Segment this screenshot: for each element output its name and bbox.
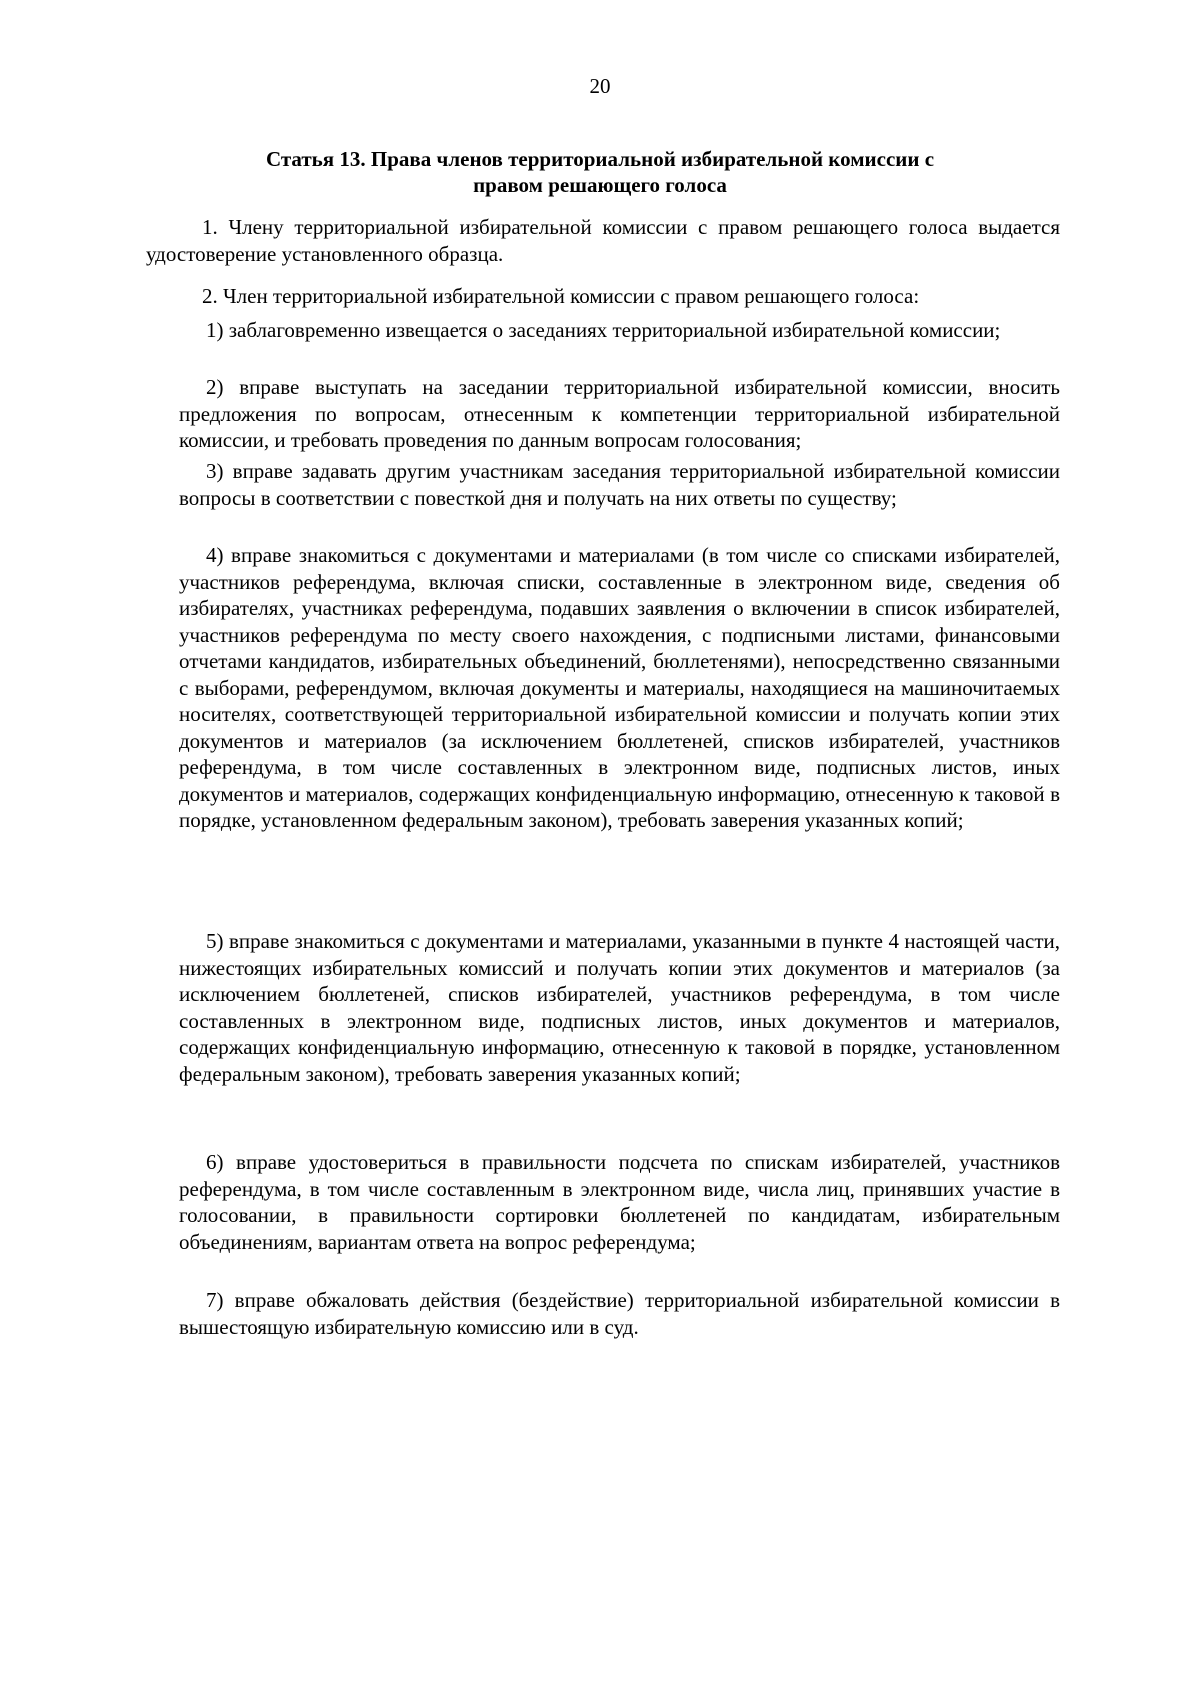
item-5: 5) вправе знакомиться с документами и материалами, указанными в пункте 4 настоящей части, нижестоящих избирательных комиссий и получать копии этих документов и материалов (за исключением бюллетеней, списков избирателей, участников референдума, в том числе составленных в электронном виде, подписных листов, иных документов и материалов, содержащих конфиденциальную информацию, отнесенную к таковой в порядке, установленном федеральным законом), требовать заверения указанных копий;	[179, 929, 1060, 1086]
article-title	[190, 146, 1010, 198]
item-3: 3) вправе задавать другим участникам заседания территориальной избирательной комиссии вопросы в соответствии с повесткой дня и получать на них ответы по существу;	[179, 459, 1060, 510]
item-6: 6) вправе удостовериться в правильности подсчета по спискам избирателей, участников референдума, в том числе составленным в электронном виде, числа лиц, принявших участие в голосовании, в правильности сортировки бюллетеней по кандидатам, избирательным объединениям, вариантам ответа на вопрос референдума;	[179, 1150, 1060, 1254]
clause-2-lead: 2. Член территориальной избирательной комиссии с правом решающего голоса:	[202, 284, 920, 308]
item-7: 7) вправе обжаловать действия (бездействие) территориальной избирательной комиссии в вышестоящую избирательную комиссию или в суд.	[179, 1288, 1060, 1339]
item-2: 2) вправе выступать на заседании территориальной избирательной комиссии, вносить предложения по вопросам, отнесенным к компетенции территориальной избирательной комиссии, и требовать проведения по данным вопросам голосования;	[179, 375, 1060, 452]
page-number: 20	[589, 74, 611, 98]
article-title-line2: правом решающего голоса	[473, 173, 727, 197]
clause-1: 1. Члену территориальной избирательной комиссии с правом решающего голоса выдается удостоверение установленного образца.	[146, 215, 1060, 266]
article-title-line1: Статья 13. Права членов территориальной избирательной комиссии с	[265, 147, 935, 171]
item-4: 4) вправе знакомиться с документами и материалами (в том числе со списками избирателей, участников референдума, включая списки, составленные в электронном виде, сведения об избирателях, участниках референдума, подавших заявления о включении в список избирателей, участников референдума по месту своего нахождения, с подписными листами, финансовыми отчетами кандидатов, избирательных объединений, бюллетенями), непосредственно связанными с выборами, референдумом, включая документы и материалы, находящиеся на машиночитаемых носителях, соответствующей территориальной избирательной комиссии и получать копии этих документов и материалов (за исключением бюллетеней, списков избирателей, участников референдума, в том числе составленных в электронном виде, подписных листов, иных документов и материалов, содержащих конфиденциальную информацию, отнесенную к таковой в порядке, установленном федеральным законом), требовать заверения указанных копий;	[179, 543, 1060, 832]
item-1: 1) заблаговременно извещается о заседаниях территориальной избирательной комиссии;	[206, 318, 1001, 342]
